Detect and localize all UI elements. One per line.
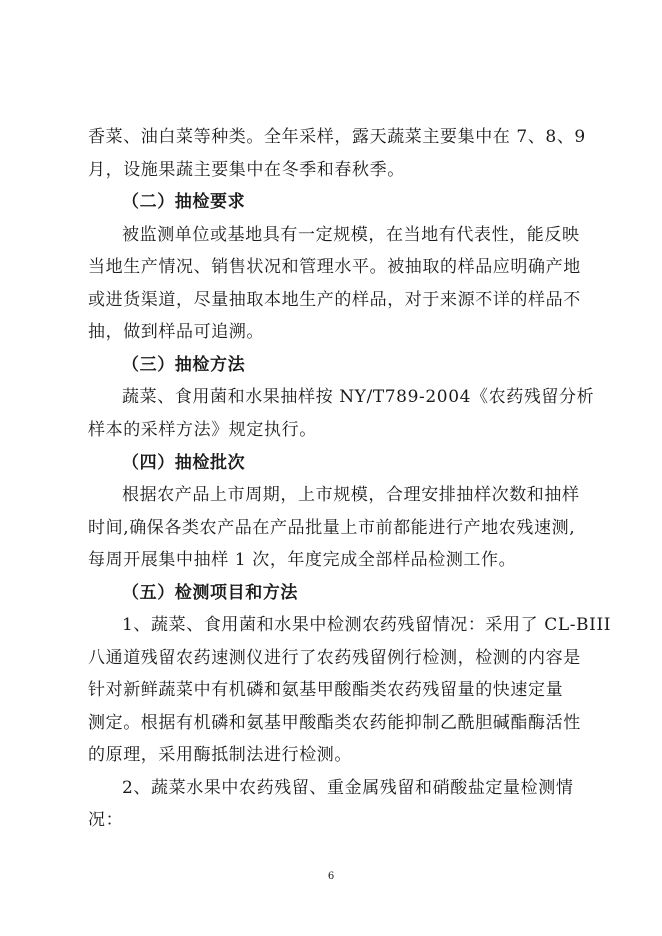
body-text-line: 香菜、油白菜等种类。全年采样，露天蔬菜主要集中在 7、8、9 bbox=[88, 127, 586, 147]
body-text-line: 的原理，采用酶抵制法进行检测。 bbox=[88, 745, 352, 765]
body-text-line: 况： bbox=[88, 810, 124, 830]
body-text-line: 当地生产情况、销售状况和管理水平。被抽取的样品应明确产地 bbox=[88, 257, 581, 277]
body-text-line: 月，设施果蔬主要集中在冬季和春秋季。 bbox=[88, 160, 405, 180]
section-heading-5: （五）检测项目和方法 bbox=[122, 583, 298, 603]
body-text-line: 八通道残留农药速测仪进行了农药残留例行检测，检测的内容是 bbox=[88, 648, 581, 668]
body-text-line: 每周开展集中抽样 1 次，年度完成全部样品检测工作。 bbox=[88, 550, 517, 570]
section-heading-3: （三）抽检方法 bbox=[122, 355, 246, 375]
body-text-line: 2、蔬菜水果中农药残留、重金属残留和硝酸盐定量检测情 bbox=[122, 778, 574, 798]
body-text-line: 1、蔬菜、食用菌和水果中检测农药残留情况：采用了 CL-BIII bbox=[122, 615, 612, 635]
body-text-line: 根据农产品上市周期，上市规模，合理安排抽样次数和抽样 bbox=[122, 485, 580, 505]
body-text-line: 时间,确保各类农产品在产品批量上市前都能进行产地农残速测, bbox=[88, 518, 576, 538]
body-text-line: 针对新鲜蔬菜中有机磷和氨基甲酸酯类农药残留量的快速定量 bbox=[88, 680, 564, 700]
body-text-line: 测定。根据有机磷和氨基甲酸酯类农药能抑制乙酰胆碱酯酶活性 bbox=[88, 713, 581, 733]
body-text-line: 被监测单位或基地具有一定规模，在当地有代表性，能反映 bbox=[122, 225, 580, 245]
section-heading-4: （四）抽检批次 bbox=[122, 453, 246, 473]
body-text-line: 蔬菜、食用菌和水果抽样按 NY/T789-2004《农药残留分析 bbox=[122, 387, 595, 407]
page-number: 6 bbox=[327, 871, 335, 882]
section-heading-2: （二）抽检要求 bbox=[122, 192, 246, 212]
body-text-line: 抽，做到样品可追溯。 bbox=[88, 322, 264, 342]
body-text-line: 或进货渠道，尽量抽取本地生产的样品，对于来源不详的样品不 bbox=[88, 290, 581, 310]
body-text-line: 样本的采样方法》规定执行。 bbox=[88, 420, 317, 440]
